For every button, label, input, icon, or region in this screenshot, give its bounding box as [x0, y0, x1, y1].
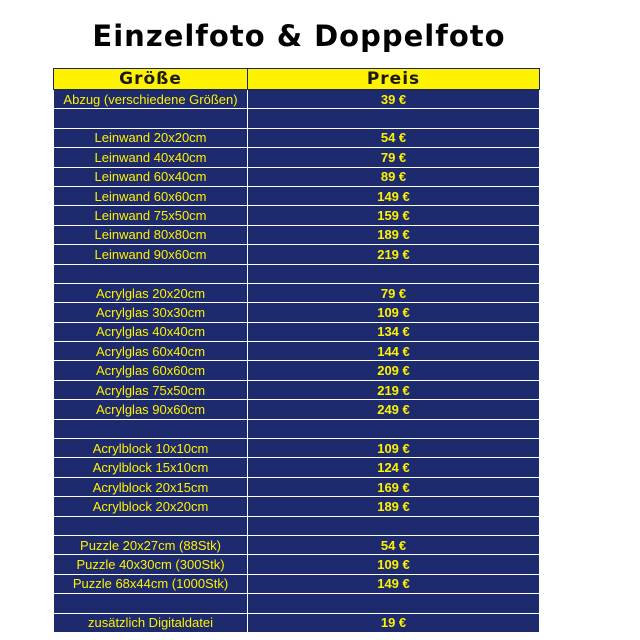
price-cell: [248, 419, 540, 438]
table-row: [54, 419, 540, 438]
table-row: [54, 594, 540, 613]
size-cell: [54, 419, 248, 438]
price-cell: 219 €: [248, 380, 540, 399]
price-cell: 149 €: [248, 186, 540, 205]
table-row: [54, 186, 540, 205]
table-row: [54, 439, 540, 458]
size-cell: Abzug (verschiedene Größen): [54, 90, 248, 109]
price-cell: [248, 264, 540, 283]
size-cell: Acrylblock 20x15cm: [54, 477, 248, 496]
price-cell: 189 €: [248, 497, 540, 516]
table-row: [54, 90, 540, 109]
table-row: [54, 477, 540, 496]
size-cell: zusätzlich Digitaldatei: [54, 613, 248, 632]
price-cell: 134 €: [248, 322, 540, 341]
price-cell: 124 €: [248, 458, 540, 477]
table-row: [54, 516, 540, 535]
table-row: [54, 613, 540, 632]
size-cell: Acrylglas 90x60cm: [54, 400, 248, 419]
size-cell: Acrylglas 30x30cm: [54, 303, 248, 322]
table-row: [54, 109, 540, 128]
size-cell: [54, 516, 248, 535]
size-cell: Acrylglas 75x50cm: [54, 380, 248, 399]
size-cell: Leinwand 80x80cm: [54, 225, 248, 244]
table-row: [54, 458, 540, 477]
size-cell: Leinwand 60x60cm: [54, 186, 248, 205]
price-table: [53, 68, 540, 633]
size-cell: Acrylblock 15x10cm: [54, 458, 248, 477]
price-cell: 89 €: [248, 167, 540, 186]
price-cell: 249 €: [248, 400, 540, 419]
size-cell: Acrylglas 60x60cm: [54, 361, 248, 380]
size-cell: Leinwand 90x60cm: [54, 245, 248, 264]
table-row: [54, 303, 540, 322]
size-cell: Puzzle 40x30cm (300Stk): [54, 555, 248, 574]
table-row: [54, 206, 540, 225]
table-row: [54, 380, 540, 399]
price-cell: 109 €: [248, 303, 540, 322]
table-row: [54, 148, 540, 167]
size-cell: Leinwand 75x50cm: [54, 206, 248, 225]
size-cell: Acrylglas 40x40cm: [54, 322, 248, 341]
column-header-size: Größe: [54, 69, 248, 90]
price-cell: 79 €: [248, 148, 540, 167]
size-cell: Leinwand 60x40cm: [54, 167, 248, 186]
size-cell: Puzzle 68x44cm (1000Stk): [54, 574, 248, 593]
table-row: [54, 264, 540, 283]
table-row: [54, 535, 540, 554]
table-row: [54, 322, 540, 341]
table-row: [54, 167, 540, 186]
table-row: [54, 283, 540, 302]
table-row: [54, 128, 540, 147]
price-cell: 169 €: [248, 477, 540, 496]
size-cell: [54, 109, 248, 128]
price-cell: 159 €: [248, 206, 540, 225]
price-cell: 79 €: [248, 283, 540, 302]
table-row: [54, 361, 540, 380]
page-title: Einzelfoto & Doppelfoto: [92, 19, 506, 53]
price-cell: 219 €: [248, 245, 540, 264]
size-cell: Puzzle 20x27cm (88Stk): [54, 535, 248, 554]
table-row: [54, 555, 540, 574]
price-cell: 109 €: [248, 439, 540, 458]
column-header-price: Preis: [248, 69, 540, 90]
size-cell: Acrylglas 60x40cm: [54, 342, 248, 361]
price-cell: [248, 109, 540, 128]
price-cell: 54 €: [248, 535, 540, 554]
price-cell: [248, 516, 540, 535]
table-header-row: [54, 69, 540, 90]
size-cell: Acrylblock 20x20cm: [54, 497, 248, 516]
price-cell: 149 €: [248, 574, 540, 593]
price-cell: 54 €: [248, 128, 540, 147]
price-cell: [248, 594, 540, 613]
price-cell: 189 €: [248, 225, 540, 244]
size-cell: [54, 594, 248, 613]
size-cell: Acrylglas 20x20cm: [54, 283, 248, 302]
size-cell: Leinwand 40x40cm: [54, 148, 248, 167]
price-cell: 19 €: [248, 613, 540, 632]
size-cell: [54, 264, 248, 283]
table-row: [54, 342, 540, 361]
table-body: [54, 90, 540, 633]
table-row: [54, 245, 540, 264]
table-row: [54, 400, 540, 419]
price-cell: 109 €: [248, 555, 540, 574]
price-cell: 39 €: [248, 90, 540, 109]
table-row: [54, 574, 540, 593]
price-cell: 144 €: [248, 342, 540, 361]
price-cell: 209 €: [248, 361, 540, 380]
size-cell: Acrylblock 10x10cm: [54, 439, 248, 458]
size-cell: Leinwand 20x20cm: [54, 128, 248, 147]
table-row: [54, 225, 540, 244]
table-row: [54, 497, 540, 516]
